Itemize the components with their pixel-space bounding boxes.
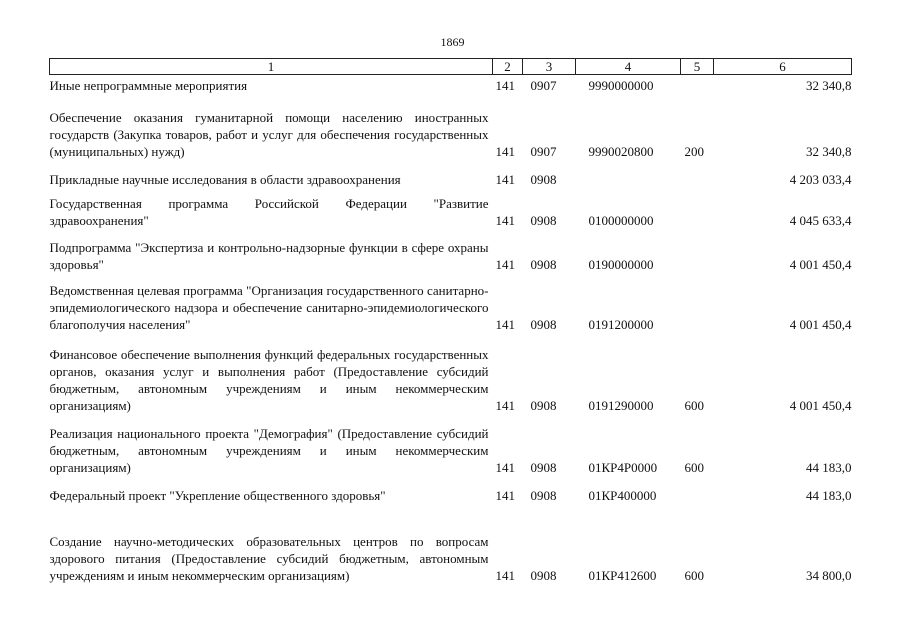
row-target-code: 0190000000 <box>588 257 654 272</box>
row-expense-type <box>681 273 714 333</box>
row-name: Ведомственная целевая программа "Организация государственного санитарно-эпидемиологического надзора и обеспечение санитарно-эпидемиологического благополучия населения" <box>49 283 489 332</box>
table-body <box>50 75 852 585</box>
row-expense-type: 600 <box>684 568 704 583</box>
row-ministry-code: 141 <box>495 172 515 187</box>
page-number: 1869 <box>440 35 465 49</box>
row-ministry-code: 141 <box>495 317 515 332</box>
table-row <box>50 229 852 273</box>
row-ministry-code: 141 <box>495 488 515 503</box>
row-expense-type <box>681 476 714 504</box>
header-col-2: 2 <box>493 59 523 75</box>
row-amount: 4 203 033,4 <box>789 172 852 187</box>
row-expense-type: 200 <box>684 144 704 159</box>
table-row <box>50 188 852 229</box>
table-row <box>50 414 852 476</box>
row-ministry-code: 141 <box>495 568 515 583</box>
row-section-code: 0908 <box>530 257 557 272</box>
row-name: Федеральный проект "Укрепление общественного здоровья" <box>49 488 386 503</box>
row-expense-type: 600 <box>684 398 704 413</box>
row-target-code: 9990020800 <box>588 144 654 159</box>
row-name: Финансовое обеспечение выполнения функций федеральных государственных органов, оказания услуг и выполнения работ (Предоставление субсидий бюджетным, автономным учреждениям и иным некоммерческим организациям) <box>49 347 489 413</box>
table-header <box>50 59 852 75</box>
row-target-code: 01КР400000 <box>588 488 657 503</box>
row-name: Государственная программа Российской Федерации "Развитие здравоохранения" <box>49 196 489 228</box>
header-row <box>50 59 852 75</box>
row-amount: 4 001 450,4 <box>789 257 852 272</box>
row-target-code: 01КР4Р0000 <box>588 460 658 475</box>
row-ministry-code: 141 <box>495 398 515 413</box>
row-expense-type <box>681 188 714 229</box>
row-expense-type <box>681 160 714 188</box>
budget-table <box>49 58 852 584</box>
row-target-code: 01КР412600 <box>588 568 657 583</box>
row-name: Подпрограмма "Экспертиза и контрольно-надзорные функции в сфере охраны здоровья" <box>49 240 489 272</box>
row-section-code: 0908 <box>530 488 557 503</box>
row-ministry-code: 141 <box>495 144 515 159</box>
row-ministry-code: 141 <box>495 460 515 475</box>
row-amount: 32 340,8 <box>806 78 852 93</box>
header-col-1: 1 <box>50 59 493 75</box>
row-amount: 4 001 450,4 <box>789 317 852 332</box>
table-row <box>50 273 852 333</box>
row-section-code: 0908 <box>530 172 557 187</box>
row-section-code: 0908 <box>530 317 557 332</box>
row-amount: 4 045 633,4 <box>789 213 852 228</box>
row-name: Создание научно-методических образовательных центров по вопросам здорового питания (Предоставление субсидий бюджетным, автономным учреждениям и иным некоммерческим организациям) <box>49 534 489 583</box>
row-name: Прикладные научные исследования в области здравоохранения <box>49 172 401 187</box>
table-row <box>50 160 852 188</box>
row-section-code: 0908 <box>530 213 557 228</box>
row-amount: 4 001 450,4 <box>789 398 852 413</box>
row-target-code: 0100000000 <box>588 213 654 228</box>
table-row <box>50 333 852 414</box>
table-row <box>50 75 852 95</box>
row-section-code: 0907 <box>530 144 557 159</box>
row-amount: 32 340,8 <box>806 144 852 159</box>
row-expense-type <box>681 229 714 273</box>
header-col-6: 6 <box>714 59 852 75</box>
row-expense-type <box>681 75 714 95</box>
row-amount: 44 183,0 <box>806 488 852 503</box>
table-row <box>50 504 852 584</box>
row-section-code: 0907 <box>530 78 557 93</box>
table-row <box>50 476 852 504</box>
row-target-code: 0191200000 <box>588 317 654 332</box>
header-col-3: 3 <box>523 59 576 75</box>
row-name: Обеспечение оказания гуманитарной помощи населению иностранных государств (Закупка товаров, работ и услуг для обеспечения государственных (муниципальных) нужд) <box>49 110 489 159</box>
row-ministry-code: 141 <box>495 78 515 93</box>
row-section-code: 0908 <box>530 568 557 583</box>
table-row <box>50 94 852 160</box>
row-target-code <box>576 160 681 188</box>
row-name: Иные непрограммные мероприятия <box>49 78 248 93</box>
header-col-4: 4 <box>576 59 681 75</box>
row-target-code: 9990000000 <box>588 78 654 93</box>
row-target-code: 0191290000 <box>588 398 654 413</box>
row-section-code: 0908 <box>530 398 557 413</box>
header-col-5: 5 <box>681 59 714 75</box>
row-expense-type: 600 <box>684 460 704 475</box>
row-amount: 34 800,0 <box>806 568 852 583</box>
row-amount: 44 183,0 <box>806 460 852 475</box>
row-section-code: 0908 <box>530 460 557 475</box>
row-ministry-code: 141 <box>495 213 515 228</box>
row-ministry-code: 141 <box>495 257 515 272</box>
row-name: Реализация национального проекта "Демография" (Предоставление субсидий бюджетным, автономным учреждениям и иным некоммерческим организациям) <box>49 426 489 475</box>
